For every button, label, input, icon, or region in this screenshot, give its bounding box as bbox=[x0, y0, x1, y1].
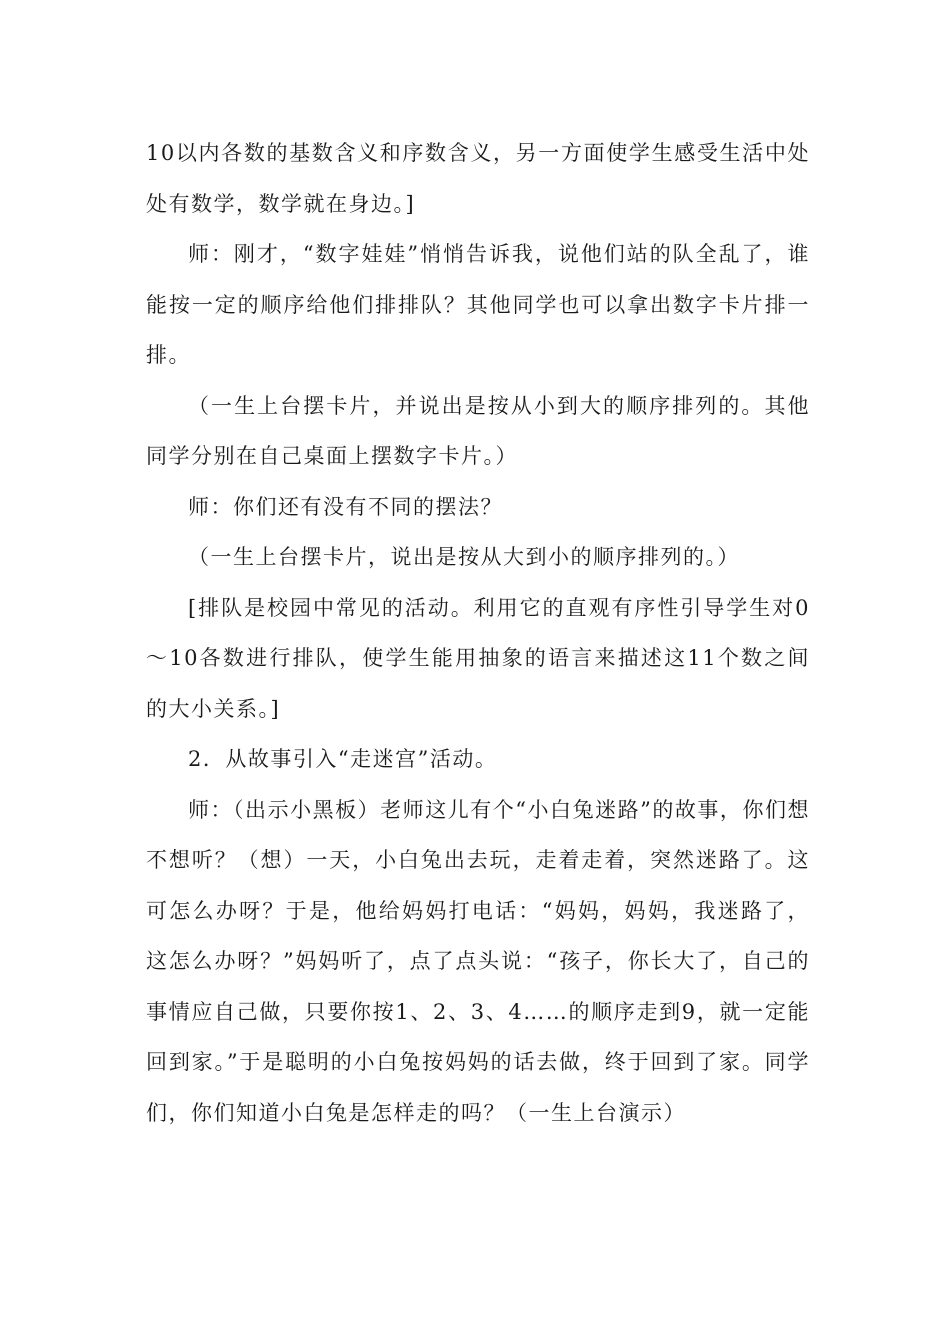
paragraph-teacher-question: 师：你们还有没有不同的摆法？ bbox=[188, 494, 503, 519]
paragraph-teacher-line-queue: 师：刚才，“数字娃娃”悄悄告诉我，说他们站的队全乱了，谁能按一定的顺序给他们排排队？其他同学也可以拿出数字卡片排一排。 bbox=[146, 242, 810, 367]
paragraph-design-note: [排队是校园中常见的活动。利用它的直观有序性引导学生对0～10各数进行排队，使学生能用抽象的语言来描述这11个数之间的大小关系。] bbox=[146, 595, 810, 721]
paragraph-rabbit-story: 师：（出示小黑板）老师这儿有个“小白兔迷路”的故事，你们想不想听？（想）一天，小白兔出去玩，走着走着，突然迷路了。这可怎么办呀？于是，他给妈妈打电话：“妈妈，妈妈，我迷路了，这怎么办呀？”妈妈听了，点了点头说：“孩子，你长大了，自己的事情应自己做，只要你按1、2、3、4……的顺序走到9，就一定能回到家。”于是聪明的小白兔按妈妈的话去做，终于回到了家。同学们，你们知道小白兔是怎样走的吗？（一生上台演示） bbox=[146, 797, 810, 1125]
paragraph-student-action-descending: （一生上台摆卡片，说出是按从大到小的顺序排列的。） bbox=[188, 545, 740, 569]
paragraph-student-action-ascending: （一生上台摆卡片，并说出是按从小到大的顺序排列的。其他同学分别在自己桌面上摆数字卡片。） bbox=[146, 393, 810, 468]
document-body bbox=[146, 128, 810, 1138]
paragraph-continuation: 10以内各数的基数含义和序数含义，另一方面使学生感受生活中处处有数学，数学就在身边。] bbox=[146, 141, 810, 216]
paragraph-section-heading: 2．从故事引入“走迷宫”活动。 bbox=[188, 747, 498, 771]
